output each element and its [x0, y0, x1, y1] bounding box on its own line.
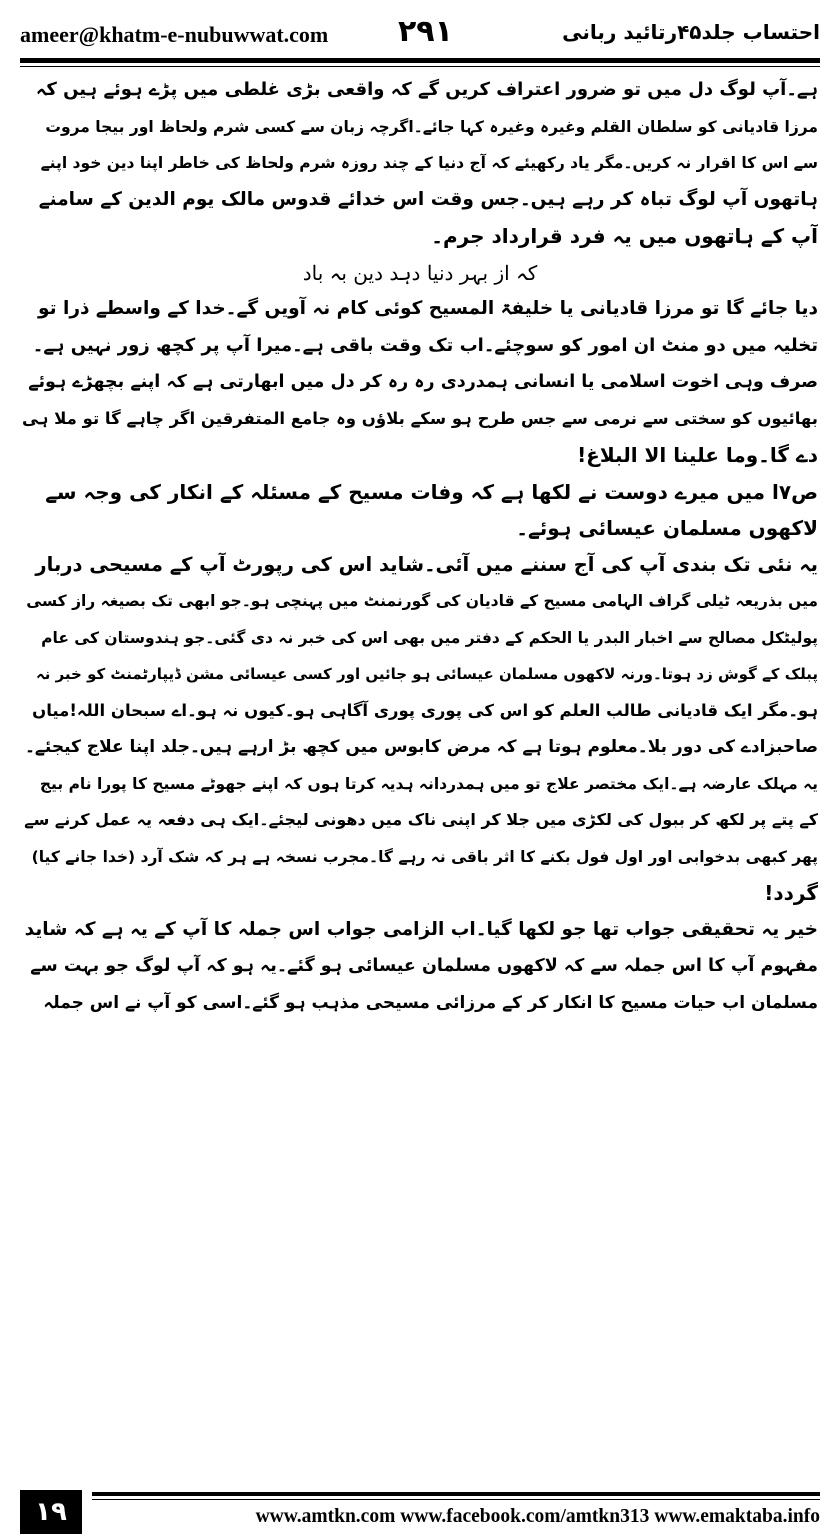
- footer-links: www.amtkn.com www.facebook.com/amtkn313 www.emaktaba.info: [255, 1506, 820, 1527]
- text-line: تخلیہ میں دو منٹ ان امور کو سوچئے۔اب تک وقت باقی ہے۔میرا آپ پر کچھ زور نہیں ہے۔: [32, 334, 818, 356]
- text-line: پولیٹکل مصالح سے اخبار البدر یا الحکم کے دفتر میں بھی اس کی خبر نہ دی گئی۔جو ہندوستان کی عام: [41, 628, 818, 647]
- body-text: [22, 72, 818, 1021]
- page-number: ۲۹۱: [398, 14, 453, 49]
- text-line: صاحبزادے کی دور بلا۔معلوم ہوتا ہے کہ مرض کابوس میں کچھ بڑ ارہے ہیں۔جلد اپنا علاج کیجئے۔: [24, 737, 818, 757]
- book-title: احتساب جلد۴۵رتائید ربانی: [562, 20, 820, 44]
- text-line: خیر یہ تحقیقی جواب تھا جو لکھا گیا۔اب الزامی جواب اس جملہ کا آپ کے یہ ہے کہ شاید: [24, 918, 818, 940]
- text-line: یہ نئی تک بندی آپ کی آج سننے میں آئی۔شاید اس کی رپورٹ آپ کے مسیحی دربار: [35, 552, 818, 576]
- text-line: بھائیوں کو سختی سے نرمی سے جس طرح ہو سکے بلاؤں وہ جامع المتفرقین اگر چاہے گا تو ملا ہی: [22, 408, 818, 428]
- text-line: سے اس کا اقرار نہ کریں۔مگر یاد رکھیئے کہ آج دنیا کے چند روزہ شرم ولحاظ کی خاطر اپنا دین خود اپنے: [40, 154, 818, 172]
- poem-verse: کہ از بہر دنیا دہد دین بہ باد: [302, 260, 538, 285]
- text-line: میں بذریعہ ٹیلی گراف الہامی مسیح کے قادیان کی گورنمنٹ میں پہنچی ہو۔جو ابھی تک بصیغہ راز کسی: [26, 592, 818, 610]
- header-rule-thick: [20, 58, 820, 63]
- text-line: ہو۔مگر ایک قادیانی طالب العلم کو اس کی پوری پوری آگاہی ہو۔کیوں نہ ہو۔اے سبحان اللہ!میاں: [32, 700, 818, 720]
- text-line: ہاتھوں آپ لوگ تباہ کر رہے ہیں۔جس وقت اس خدائے قدوس مالک یوم الدین کے سامنے: [38, 188, 818, 210]
- text-line: گردد!: [764, 881, 818, 905]
- text-line: دے گا۔وما علینا الا البلاغ!: [577, 443, 818, 467]
- text-line: آپ کے ہاتھوں میں یہ فرد قرارداد جرم۔: [431, 224, 818, 248]
- footer-page-box: ۱۹: [20, 1490, 82, 1534]
- text-line: مرزا قادیانی کو سلطان القلم وغیرہ وغیرہ کہا جائے۔اگرچہ زبان سے کسی شرم ولحاظ اور بیجا مروت: [45, 117, 818, 136]
- text-line: یہ مہلک عارضہ ہے۔ایک مختصر علاج تو میں ہمدردانہ ہدیہ کرتا ہوں کہ اپنے جھوٹے مسیح کا پورا نام بیج: [39, 774, 818, 793]
- text-line: دیا جائے گا تو مرزا قادیانی یا خلیفۃ المسیح کوئی کام نہ آویں گے۔خدا کے واسطے ذرا تو: [38, 298, 818, 319]
- footer-rule-thin: [92, 1499, 820, 1500]
- footer-rule-thick: [92, 1492, 820, 1496]
- text-line: کے پتے پر لکھ کر ببول کی لکڑی میں جلا کر اپنی ناک میں دھونی لیجئے۔ایک ہی دفعہ یہ عمل کرنے سے: [24, 810, 818, 829]
- page-header: [20, 14, 820, 54]
- text-line: لاکھوں مسلمان عیسائی ہوئے۔: [516, 516, 818, 540]
- text-line: پھر کبھی بدخوابی اور اول فول بکنے کا اثر باقی نہ رہے گا۔مجرب نسخہ ہے ہر کہ شک آرد (خدا جانے کیا): [31, 847, 818, 866]
- text-line: صرف وہی اخوت اسلامی یا انسانی ہمدردی رہ رہ کر دل میں ابھارتی ہے کہ اپنے بچھڑے ہوئے: [28, 372, 818, 392]
- header-email: ameer@khatm-e-nubuwwat.com: [20, 22, 329, 47]
- text-line: مفہوم آپ کا اس جملہ سے کہ لاکھوں مسلمان عیسائی ہو گئے۔یہ ہو کہ آپ لوگ جو بہت سے: [30, 956, 818, 976]
- text-line: پبلک کے گوش زد ہوتا۔ورنہ لاکھوں مسلمان عیسائی ہو جائیں اور کسی عیسائی مشن ڈیپارٹمنٹ کو خبر نہ: [35, 665, 818, 683]
- text-line: مسلمان اب حیات مسیح کا انکار کر کے مرزائی مسیحی مذہب ہو گئے۔اسی کو آپ نے اس جملہ: [43, 992, 818, 1013]
- text-line: ص۷ا میں میرے دوست نے لکھا ہے کہ وفات مسیح کے مسئلہ کے انکار کی وجہ سے: [45, 479, 818, 504]
- header-rule-thin: [20, 66, 820, 67]
- text-line: ہے۔آپ لوگ دل میں تو ضرور اعتراف کریں گے کہ واقعی بڑی غلطی میں پڑے ہوئے ہیں کہ: [35, 79, 818, 100]
